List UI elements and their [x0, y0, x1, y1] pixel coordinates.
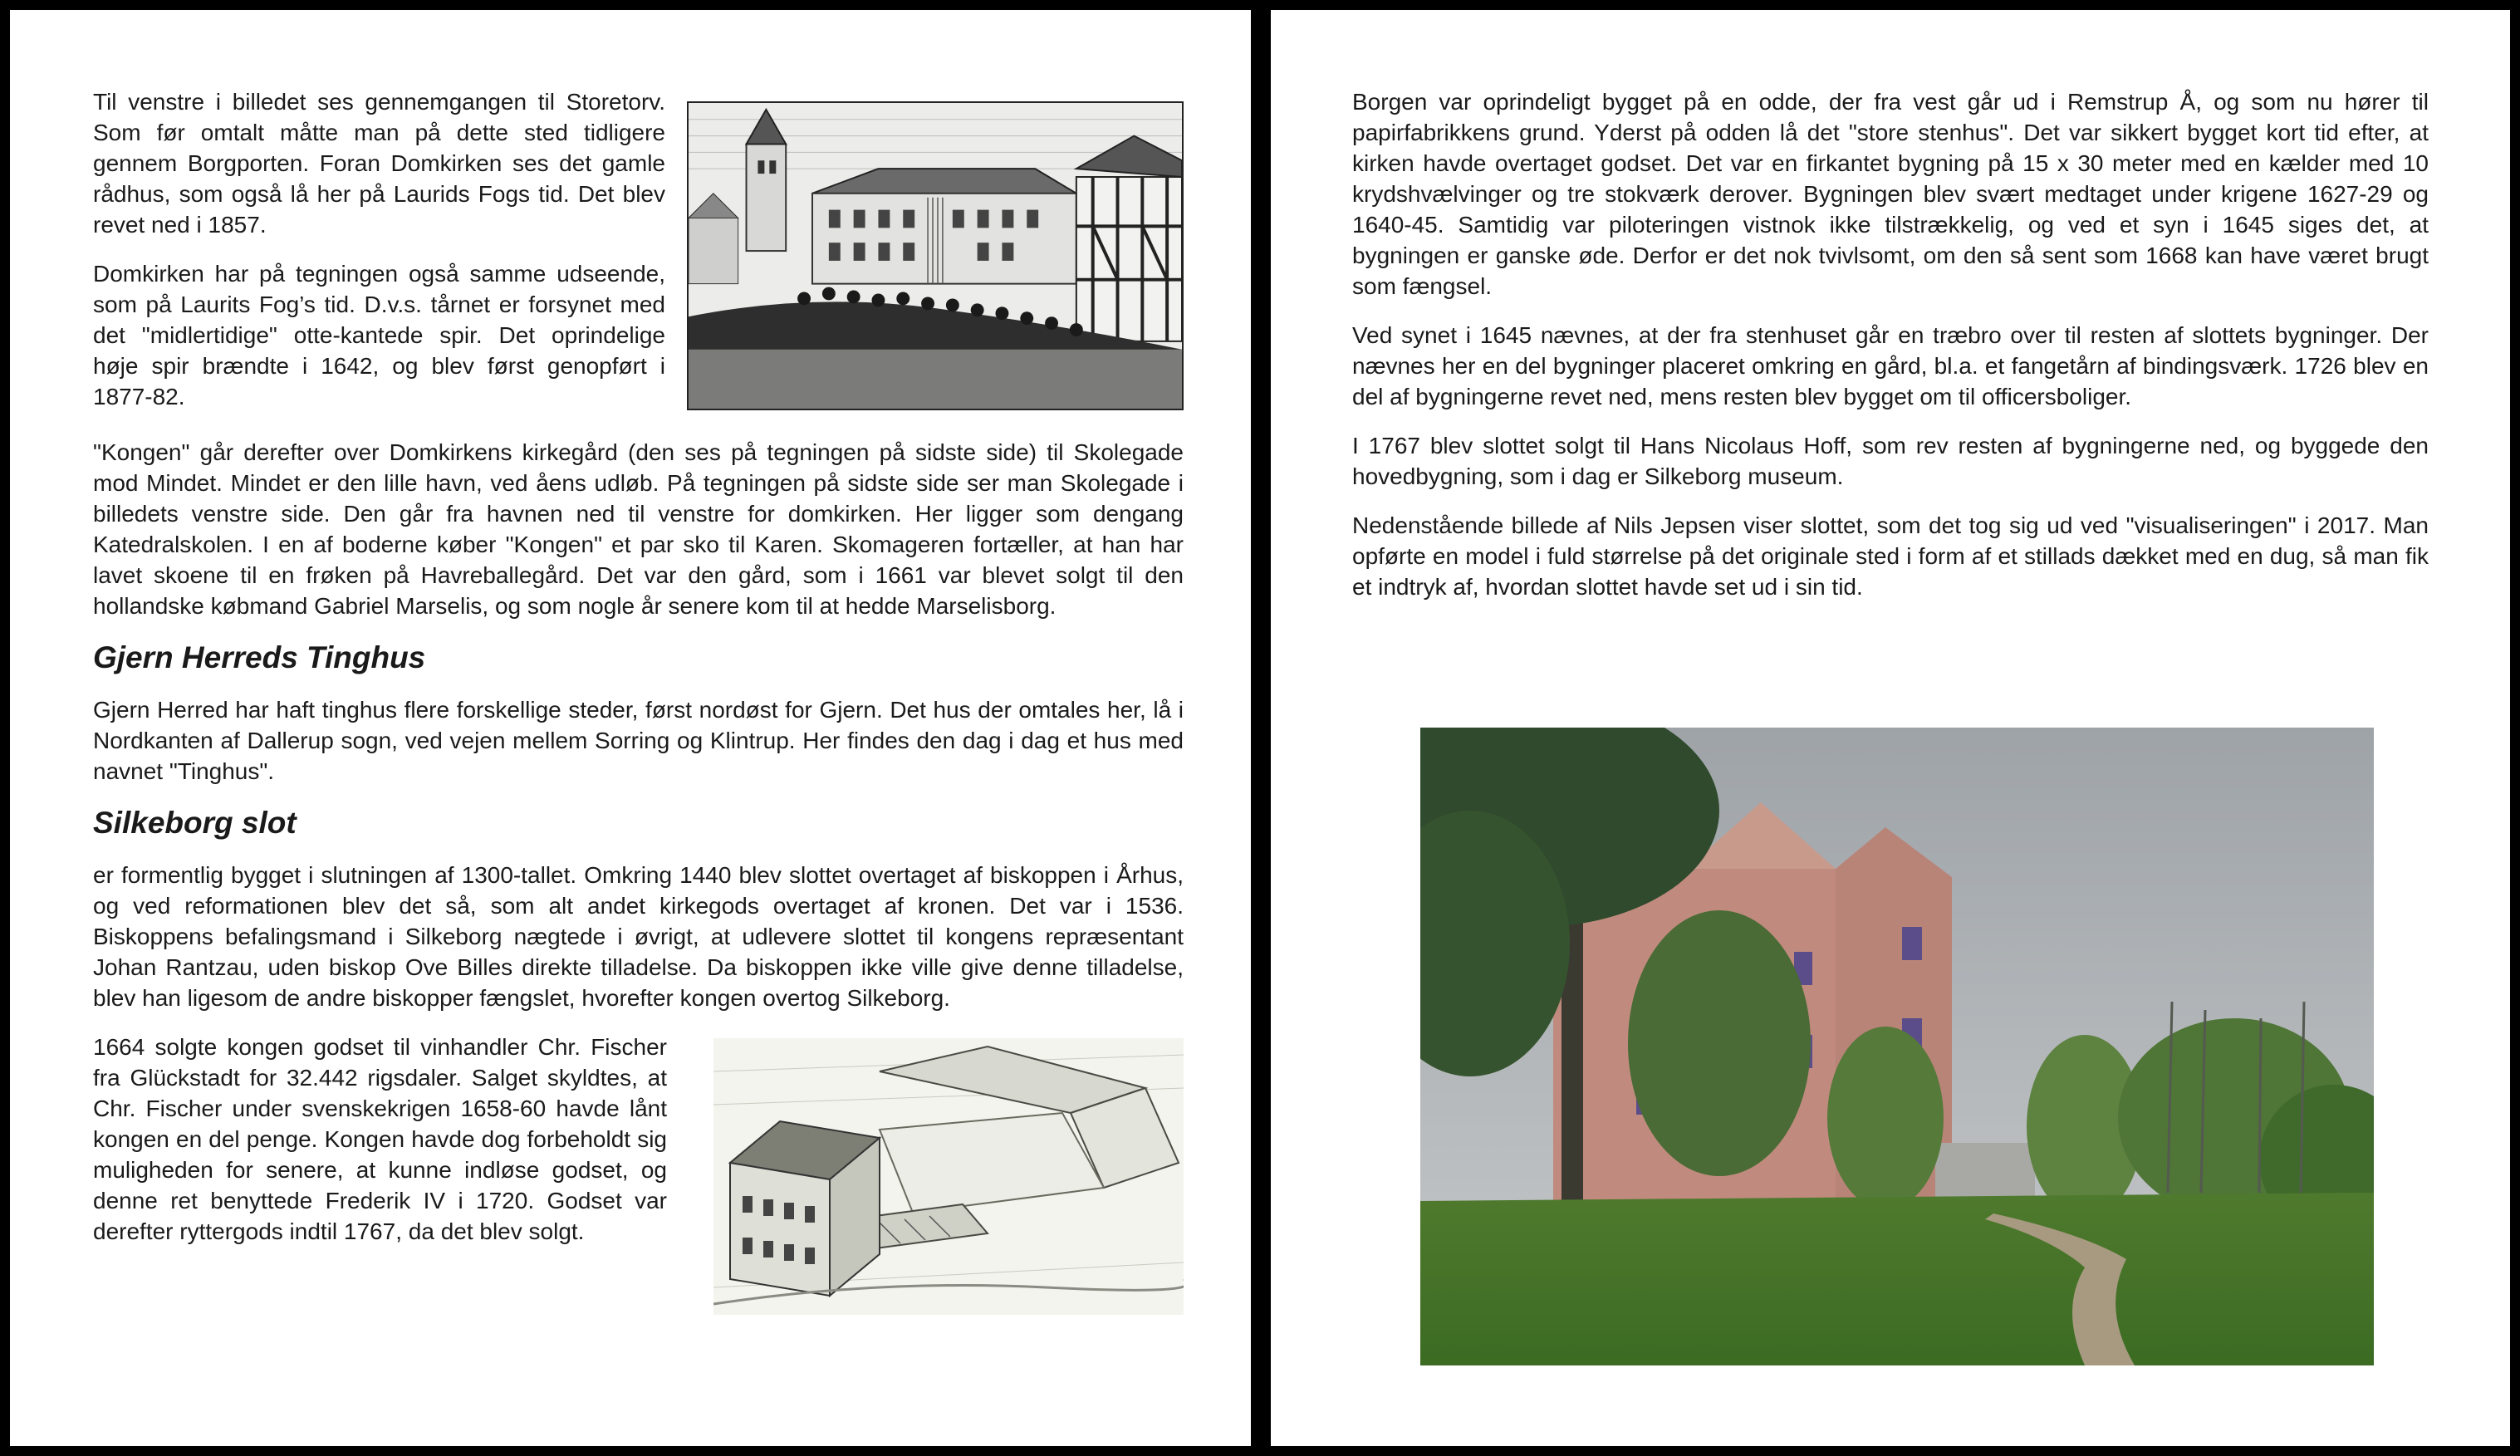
- castle-sketch: [713, 1038, 1184, 1315]
- castle-sketch-illustration: [713, 1038, 1184, 1315]
- paragraph-fischer-sale: 1664 solgte kongen godset til vinhandler Chr. Fischer fra Glückstadt for 32.442 rigsdaler. Salget skyldtes, at Chr. Fischer under svenskekrigen 1658-60 havde lånt kongen en del penge. Kongen havde dog forbeholdt sig muligheden for senere, at kunne indløse godset, og denne ret benyttede Frederik IV i 1720. Godset var derefter ryttergods indtil 1767, da det blev solgt.: [93, 1034, 667, 1244]
- heading-gjern-herreds-tinghus: Gjern Herreds Tinghus: [93, 640, 426, 674]
- right-page-column: [1352, 86, 2429, 602]
- paragraph-silkeborg-history: er formentlig bygget i slutningen af 1300-tallet. Omkring 1440 blev slottet overtaget af biskoppen i Århus, og ved reformationen blev det så, som alt andet kirkegods overtaget af kronen. Det var i 1536. Biskoppens befalingsmand i Silkeborg nægtede i øvrigt, at udlevere slottet til kongens repræsentant Johan Rantzau, uden biskop Ove Billes direkte tilladelse. Da biskoppen ikke ville give denne tilladelse, blev han ligesom de andre biskopper fængslet, hvorefter kongen overtog Silkeborg.: [93, 862, 1184, 1011]
- paragraph-visualisering: Nedenstående billede af Nils Jepsen viser slottet, som det tog sig ud ved "visualiseringen" i 2017. Man opførte en model i fuld størrelse på det originale sted i form af et stillads dækket med en dug, så man fik et indtryk af, hvordan slottet havde set ud i sin tid.: [1352, 512, 2429, 600]
- castle-photo-image: [1420, 728, 2374, 1365]
- paragraph-kongen-walk: "Kongen" går derefter over Domkirkens kirkegård (den ses på tegningen på sidste side) til Skolegade mod Mindet. Mindet er den lille havn, ved åens udløb. På tegningen på sidste side ser man Skolegade i billedets venstre side. Den går fra havnen ned til venstre for domkirken. Her ligger som dengang Katedralskolen. I en af boderne køber "Kongen" et par sko til Karen. Skomageren fortæller, at han har lavet skoene til en frøken på Havreballegård. Det var den gård, som i 1661 var blevet solgt til den hollandske købmand Gabriel Marselis, og som nogle år senere kom til at hedde Marselisborg.: [93, 439, 1184, 619]
- engraving-illustration: [689, 103, 1182, 409]
- paragraph-borgen-odde: Borgen var oprindeligt bygget på en odde, der fra vest går ud i Remstrup Å, og som nu hører til papirfabrikkens grund. Yderst på odden lå det "store stenhus". Det var sikkert bygget kort tid efter, at kirken havde overtaget godset. Det var en firkantet bygning på 15 x 30 meter med en kælder med 10 krydshvælvinger og tre stokværk derover. Bygningen blev svært medtaget under krigene 1627-29 og 1640-45. Samtidig var piloteringen vistnok ikke tilstrækkelig, og ved et syn i 1645 siges det, at bygningen er ganske øde. Derfor er det nok tvivlsomt, om den så sent som 1668 kan have været brugt som fængsel.: [1352, 89, 2429, 299]
- paragraph-cathedral-spire: Domkirken har på tegningen også samme udseende, som på Laurits Fog’s tid. D.v.s. tårnet er forsynet med det "midlertidige" otte-kantede spir. Det oprindelige høje spir brændte i 1642, og blev først genopført i 1877-82.: [93, 261, 665, 409]
- left-page-column: [93, 86, 1184, 1320]
- right-page: [1271, 10, 2510, 1446]
- cathedral-square-engraving: [687, 101, 1184, 410]
- left-page: [10, 10, 1251, 1446]
- castle-visualization-photo: [1420, 728, 2374, 1365]
- paragraph-synet-1645: Ved synet i 1645 nævnes, at der fra stenhuset går en træbro over til resten af slottets bygninger. Der nævnes her en del bygninger placeret omkring en gård, bl.a. et fangetårn af bindingsværk. 1726 blev en del af bygningerne revet ned, mens resten blev bygget om til officersboliger.: [1352, 322, 2429, 409]
- heading-silkeborg-slot: Silkeborg slot: [93, 806, 297, 840]
- paragraph-cathedral-passage: Til venstre i billedet ses gennemgangen til Storetorv. Som før omtalt måtte man på dette sted tidligere gennem Borgporten. Foran Domkirken ses det gamle rådhus, som også lå her på Laurids Fogs tid. Det blev revet ned i 1857.: [93, 89, 665, 238]
- paragraph-sold-1767: I 1767 blev slottet solgt til Hans Nicolaus Hoff, som rev resten af bygningerne ned, og byggede den hovedbygning, som i dag er Silkeborg museum.: [1352, 433, 2429, 489]
- paragraph-tinghus: Gjern Herred har haft tinghus flere forskellige steder, først nordøst for Gjern. Det hus der omtales her, lå i Nordkanten af Dallerup sogn, ved vejen mellem Sorring og Klintrup. Her findes den dag i dag et hus med navnet "Tinghus".: [93, 697, 1184, 784]
